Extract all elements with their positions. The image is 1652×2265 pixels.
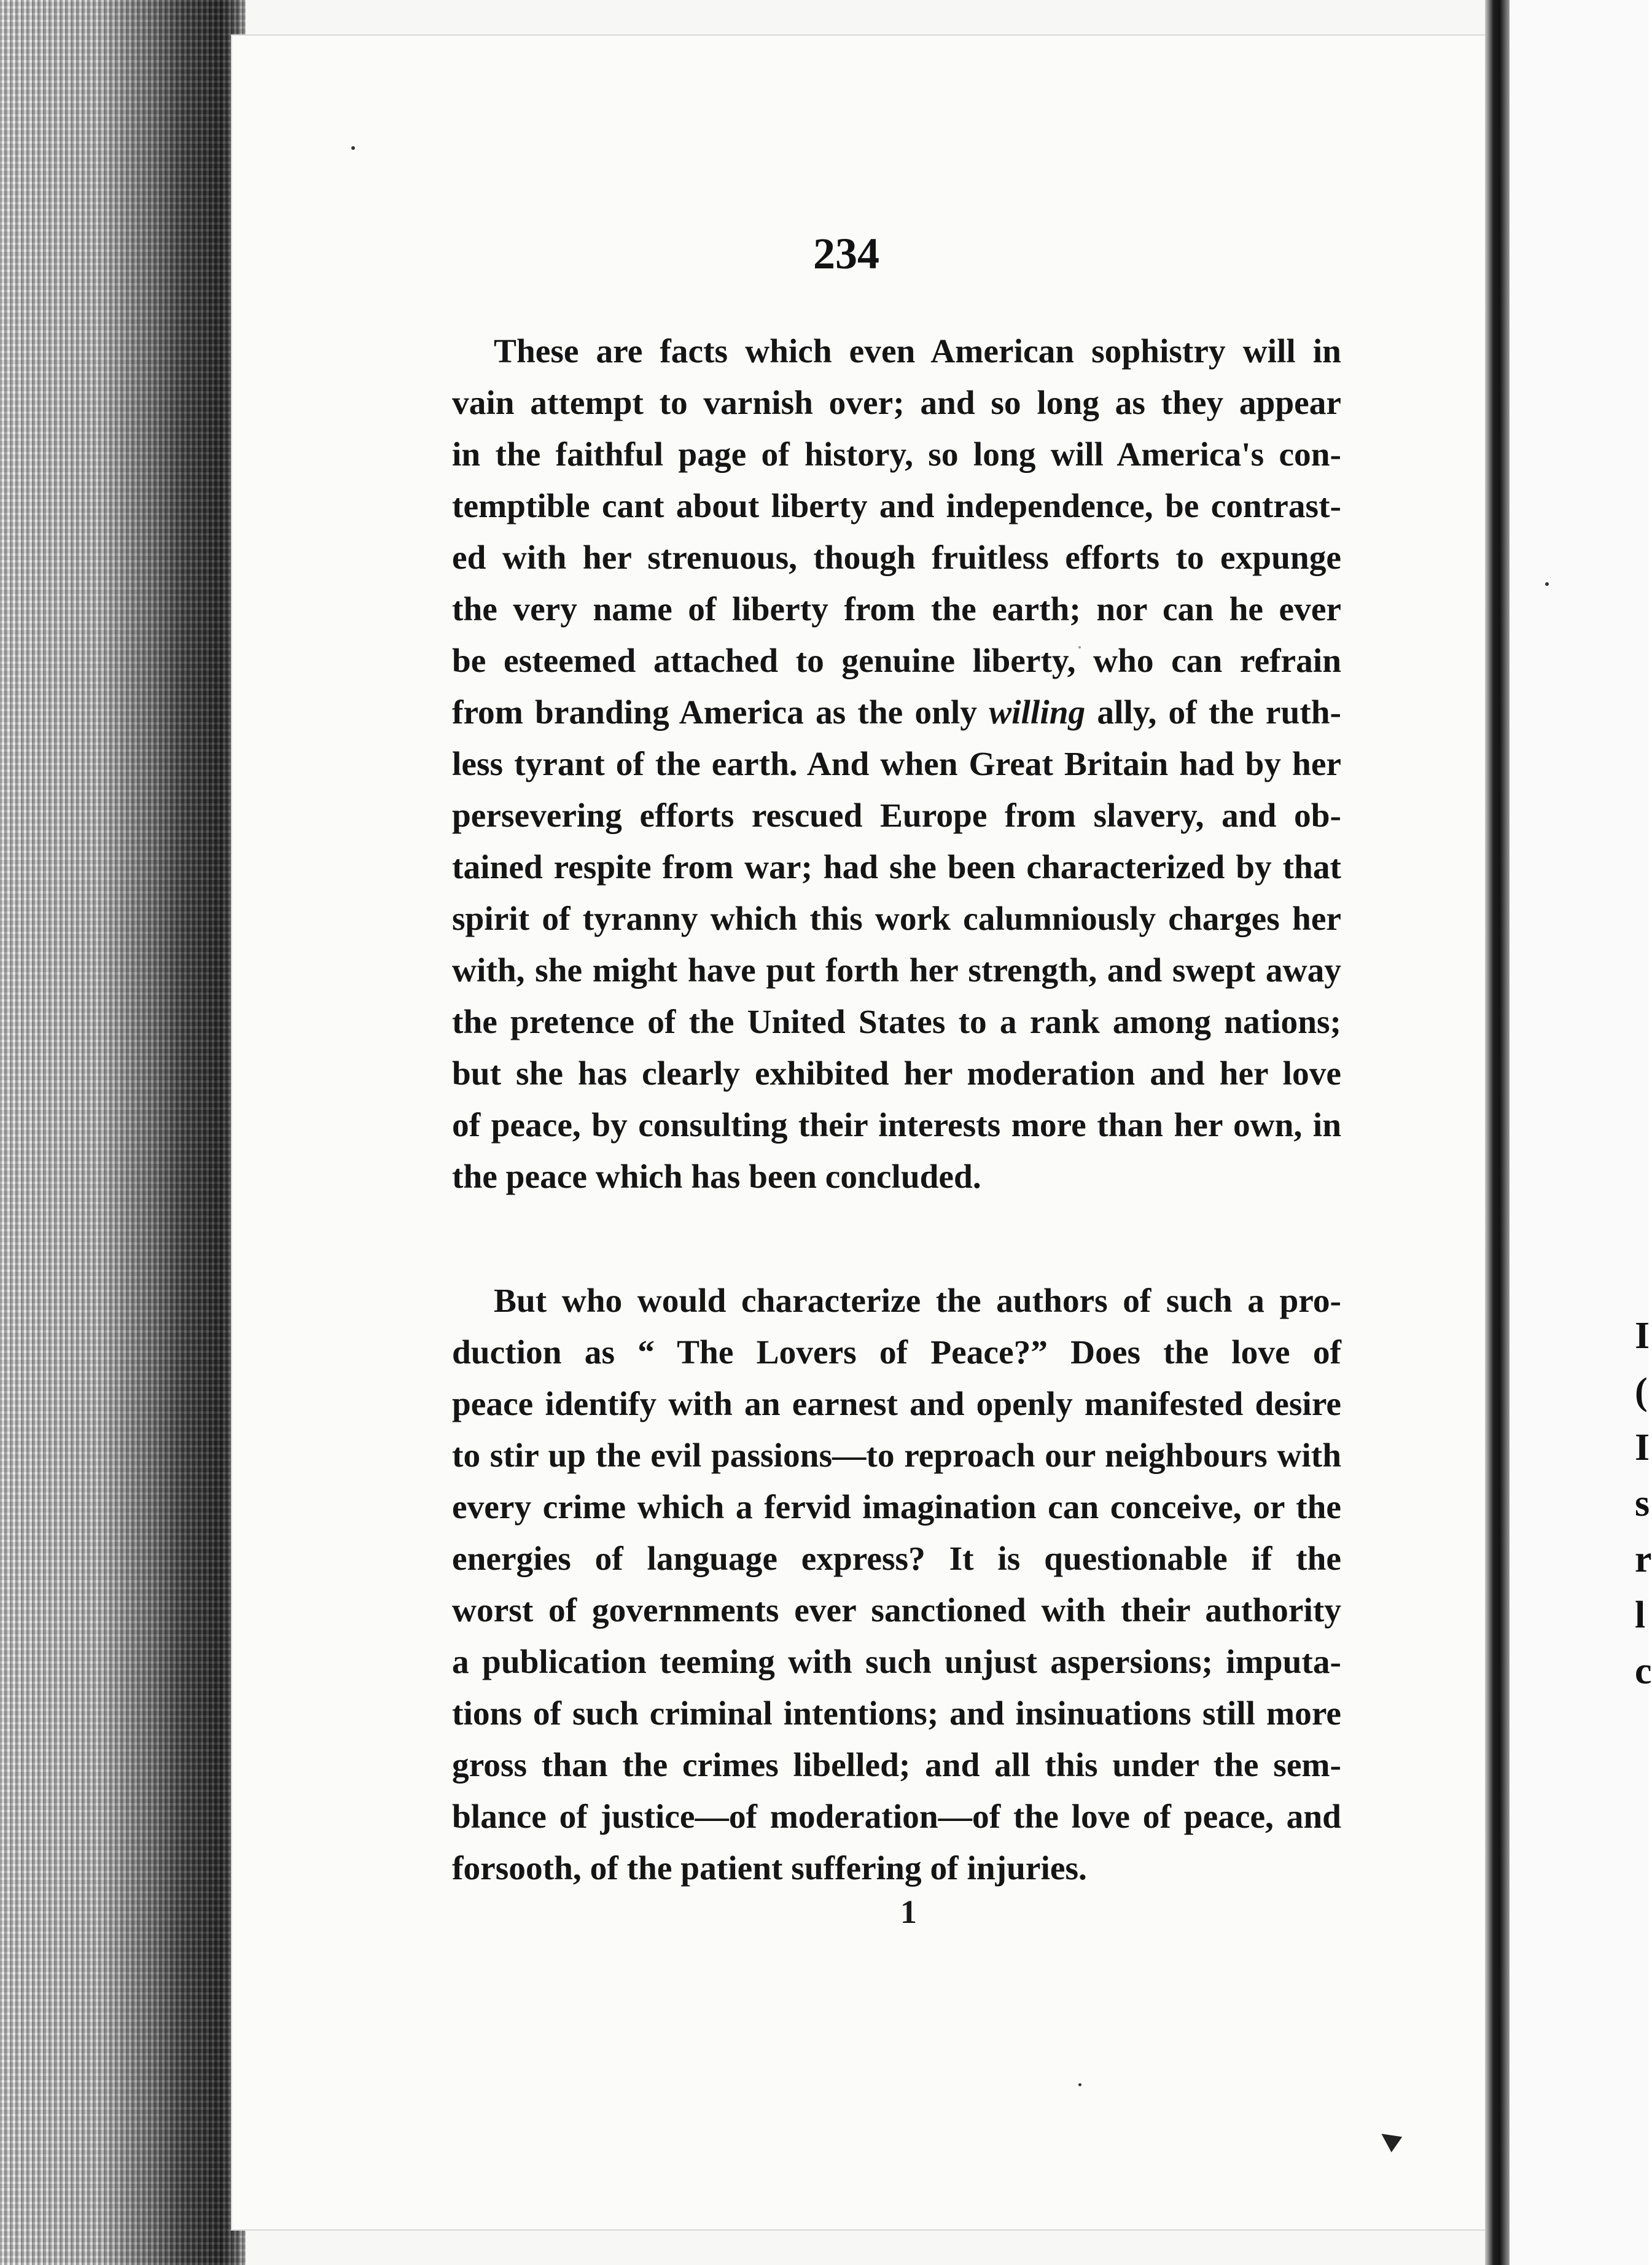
text-line: from branding America as the only willing ally, of the ruth- [452,693,1342,731]
signature-mark: 1 [900,1893,917,1930]
speck [1545,582,1549,586]
text-line: But who would characterize the authors of such a pro- [494,1282,1341,1319]
text-line: temptible cant about liberty and independence, be contrast- [452,487,1341,524]
text-line: be esteemed attached to genuine liberty, who can refrain [452,642,1341,679]
text-line: spirit of tyranny which this work calumniously charges her [452,900,1341,937]
text-line: blance of justice—of moderation—of the love of peace, and [452,1798,1341,1835]
text-line: These are facts which even American sophistry will in [494,332,1341,370]
text-line: a publication teeming with such unjust aspersions; imputa- [452,1643,1341,1680]
text-line: forsooth, of the patient suffering of injuries. [452,1849,1087,1887]
text-line: the pretence of the United States to a rank among nations; [452,1003,1341,1040]
facing-page-strip [1510,0,1652,2265]
text-line: tained respite from war; had she been characterized by that [452,848,1341,886]
text-line: but she has clearly exhibited her moderation and her love [452,1055,1341,1092]
text-line: the peace which has been concluded. [452,1158,981,1195]
gutter-shadow [1485,0,1510,2265]
text-line: persevering efforts rescued Europe from slavery, and ob- [452,797,1341,834]
text-line: of peace, by consulting their interests more than her own, in [452,1106,1341,1144]
text-line: every crime which a fervid imagination can conceive, or the [452,1488,1341,1526]
body-text [452,326,1341,1894]
text-line: worst of governments ever sanctioned with their authority [452,1591,1341,1629]
text-line: gross than the crimes libelled; and all this under the sem- [452,1746,1341,1784]
text-line: the very name of liberty from the earth; nor can he ever [452,590,1341,628]
emphasis: willing [989,693,1086,731]
text-line: to stir up the evil passions—to reproach our neighbours with [452,1437,1341,1474]
text-line: duction as “ The Lovers of Peace?” Does the love of [452,1333,1341,1371]
page-number: 234 [813,229,879,278]
speck [1078,2083,1081,2086]
text-line: tions of such criminal intentions; and insinuations still more [452,1694,1341,1732]
text-line: less tyrant of the earth. And when Great Britain had by her [452,745,1341,782]
speck [351,146,355,150]
text-line: energies of language express? It is questionable if the [452,1540,1341,1577]
paragraph [452,326,1341,1203]
text-line: with, she might have put forth her strength, and swept away [452,951,1341,989]
text-line: ed with her strenuous, though fruitless efforts to expunge [452,539,1341,576]
text-line: vain attempt to varnish over; and so long as they appear [452,384,1341,421]
text-line: in the faithful page of history, so long will America's con- [452,435,1341,473]
page-block-edge [0,0,246,2265]
paragraph [452,1275,1341,1894]
corner-mark: ◀ [1374,2121,1406,2155]
text-line: peace identify with an earnest and openly manifested desire [452,1385,1341,1422]
facing-page-cut-letters: I ( I s r l c [1635,1315,1652,1692]
